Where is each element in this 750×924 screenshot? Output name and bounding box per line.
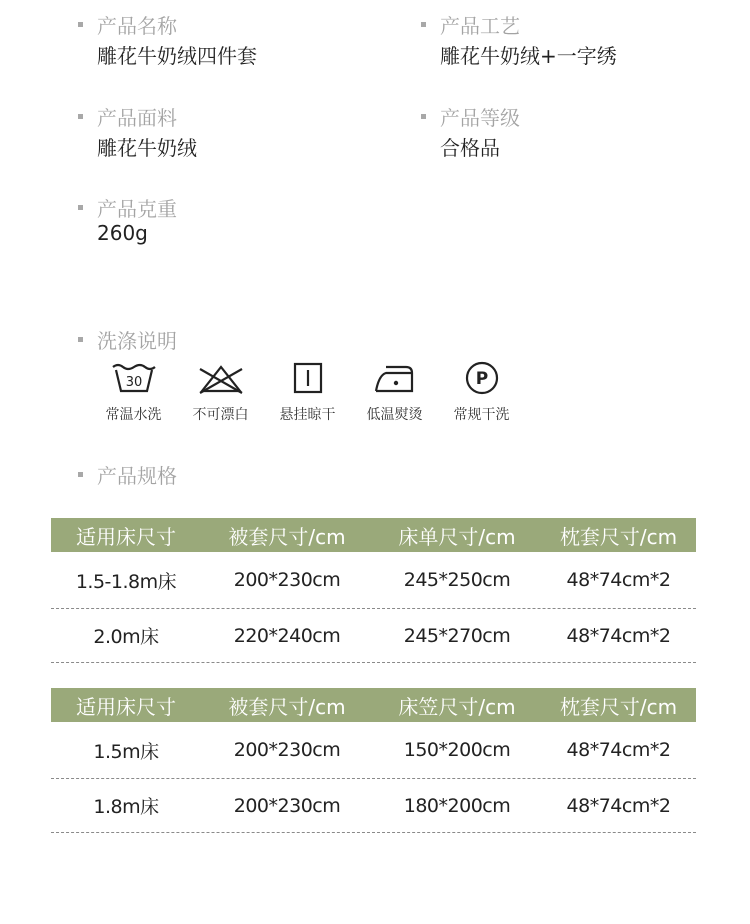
care-label: 洗涤说明 [97,328,177,353]
table-cell: 1.5-1.8m床 [75,570,177,593]
table-cell: 220*240cm [233,624,341,647]
table-row [51,552,696,609]
header-cell: 枕套尺寸/cm [559,524,678,549]
table-cell: 1.5m床 [93,740,159,763]
field-product-grade [421,102,520,161]
no-bleach-icon [195,358,247,398]
table-cell: 48*74cm*2 [566,794,671,817]
care-text: 常规干洗 [453,407,510,423]
bullet [421,114,426,119]
field-product-name [78,10,257,69]
header-cell: 床笠尺寸/cm [398,694,516,719]
table-row [51,779,696,833]
table-header-row [51,518,696,552]
table-cell: 48*74cm*2 [566,624,671,647]
table-row [51,609,696,663]
hang-dry-icon [282,358,334,398]
bullet [421,22,426,27]
bullet [78,114,83,119]
field-value: 260g [97,221,148,245]
field-label: 产品面料 [97,105,177,130]
table-cell: 1.8m床 [93,796,159,818]
care-text: 悬挂晾干 [279,407,336,423]
table-cell: 150*200cm [403,739,511,761]
table-header-row [51,688,696,722]
field-value: 雕花牛奶绒+一字绣 [440,44,617,68]
field-label: 产品工艺 [440,13,520,38]
care-item-hang-dry [264,358,351,424]
care-item-no-bleach [177,358,264,424]
wash-30-icon [108,358,160,398]
header-cell: 床单尺寸/cm [398,524,516,549]
care-text: 低温熨烫 [366,407,423,423]
care-item-wash [90,358,177,424]
bullet [78,22,83,27]
care-icons-row [90,358,525,424]
spec-section-title [78,460,177,488]
header-cell: 适用床尺寸 [76,694,176,719]
header-cell: 枕套尺寸/cm [559,694,678,719]
table-cell: 2.0m床 [93,626,159,648]
bullet [78,205,83,210]
table-cell: 48*74cm*2 [566,569,671,591]
care-item-iron-low [351,358,438,424]
field-product-weight [78,193,177,245]
care-text: 常温水洗 [105,407,162,423]
care-section-title [78,325,177,353]
spec-table-sheet [51,518,696,663]
bullet [78,337,83,342]
field-label: 产品克重 [97,196,177,221]
header-cell: 被套尺寸/cm [228,524,346,549]
field-product-craft [421,10,617,69]
table-cell: 200*230cm [233,569,341,591]
field-product-fabric [78,102,197,161]
field-value: 雕花牛奶绒 [97,136,197,160]
care-item-dry-clean [438,358,525,424]
care-text: 不可漂白 [192,407,249,423]
table-cell: 180*200cm [403,794,511,817]
table-row [51,722,696,779]
header-cell: 适用床尺寸 [76,524,176,549]
svg-text:P: P [475,369,488,389]
dry-clean-p-icon [456,358,508,398]
spec-table-fitted [51,688,696,833]
field-label: 产品名称 [97,13,177,38]
spec-label: 产品规格 [97,463,177,488]
table-cell: 245*270cm [403,624,511,647]
header-cell: 被套尺寸/cm [228,694,346,719]
table-cell: 200*230cm [233,739,341,761]
field-label: 产品等级 [440,105,520,130]
iron-low-icon [369,358,421,398]
table-cell: 200*230cm [233,794,341,817]
field-value: 合格品 [440,136,500,160]
bullet [78,472,83,477]
field-value: 雕花牛奶绒四件套 [97,44,257,68]
table-cell: 245*250cm [403,569,511,591]
table-cell: 48*74cm*2 [566,739,671,761]
svg-text:30: 30 [125,375,142,390]
